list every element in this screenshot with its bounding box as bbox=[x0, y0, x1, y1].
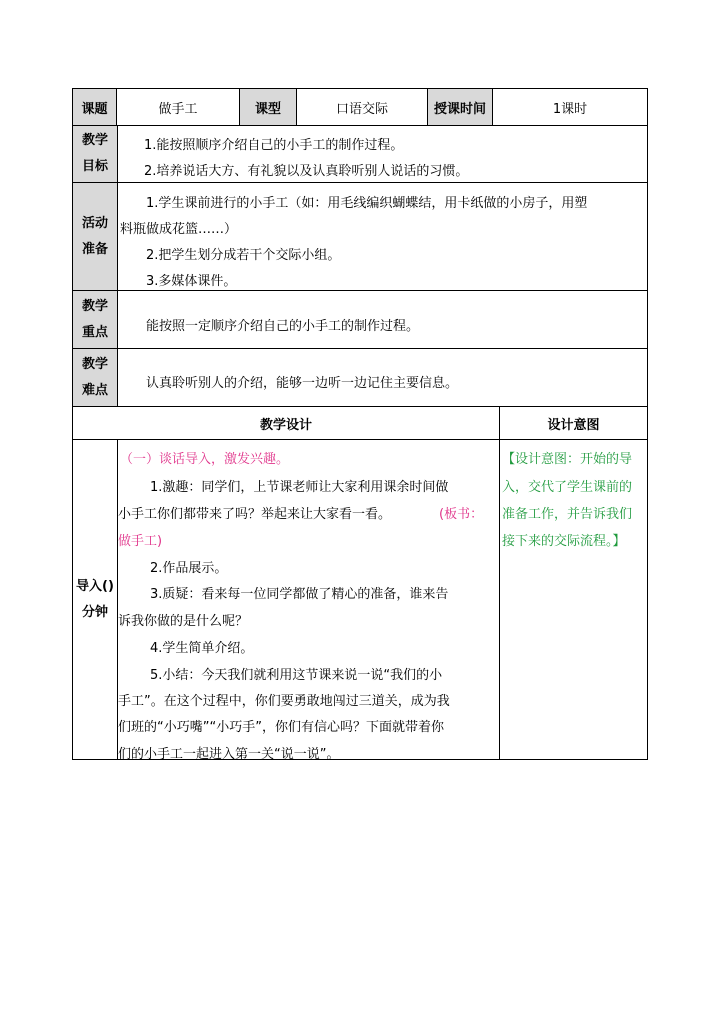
prep-line-1: 1.学生课前进行的小手工（如：用毛线编织蝴蝶结，用卡纸做的小房子，用塑 bbox=[146, 196, 588, 211]
section-title: （一）谈话导入，激发兴趣。 bbox=[120, 452, 290, 467]
design-col2-header: 设计意图 bbox=[547, 417, 600, 433]
design-line-10: 们的小手工一起进入第一关“说一说”。 bbox=[118, 747, 340, 762]
design-line-7: 5.小结：今天我们就利用这节课来说一说“我们的小 bbox=[150, 668, 443, 683]
time-value: 1课时 bbox=[493, 88, 648, 126]
difficulty-label: 教学难点 bbox=[73, 349, 117, 406]
key-label: 教学重点 bbox=[73, 291, 117, 348]
design-line-1: 1.激趣：同学们，上节课老师让大家利用课余时间做 bbox=[150, 480, 449, 495]
prep-label: 活动准备 bbox=[73, 183, 117, 290]
time-label: 授课时间 bbox=[427, 88, 493, 126]
prep-line-2: 料瓶做成花篮……） bbox=[120, 222, 238, 237]
key-text: 能按照一定顺序介绍自己的小手工的制作过程。 bbox=[146, 319, 420, 334]
design-line-8: 手工”。在这个过程中，你们要勇敢地闯过三道关，成为我 bbox=[118, 694, 450, 709]
section-label: 导入()分钟 bbox=[76, 579, 114, 620]
design-line-6: 4.学生简单介绍。 bbox=[150, 641, 254, 656]
prep-line-4: 3.多媒体课件。 bbox=[146, 274, 237, 289]
intent-line-3: 准备工作，并告诉我们 bbox=[502, 507, 633, 522]
goals-label: 教学目标 bbox=[73, 126, 117, 182]
difficulty-text: 认真聆听别人的介绍，能够一边听一边记住主要信息。 bbox=[146, 376, 459, 391]
design-line-2: 小手工你们都带来了吗？举起来让大家看一看。 bbox=[118, 507, 392, 522]
intent-line-2: 入，交代了学生课前的 bbox=[502, 480, 633, 495]
course-value: 做手工 bbox=[117, 88, 239, 126]
design-line-3: 2.作品展示。 bbox=[150, 561, 228, 576]
intent-line-1: 【设计意图：开始的导 bbox=[502, 452, 633, 467]
design-line-5: 诉我你做的是什么呢？ bbox=[118, 614, 249, 629]
goal-item-2: 2.培养说话大方、有礼貌以及认真聆听别人说话的习惯。 bbox=[144, 164, 469, 179]
design-col1-header: 教学设计 bbox=[259, 417, 312, 433]
board-note-2: 做手工) bbox=[118, 534, 163, 549]
type-value: 口语交际 bbox=[297, 88, 427, 126]
course-label: 课题 bbox=[72, 88, 117, 126]
type-label: 课型 bbox=[239, 88, 297, 126]
design-line-9: 们班的“小巧嘴”“小巧手”，你们有信心吗？下面就带着你 bbox=[118, 720, 444, 735]
goal-item-1: 1.能按照顺序介绍自己的小手工的制作过程。 bbox=[144, 138, 404, 153]
board-note-1: (板书： bbox=[439, 507, 484, 522]
prep-line-3: 2.把学生划分成若干个交际小组。 bbox=[146, 248, 341, 263]
intent-line-4: 接下来的交际流程。】 bbox=[502, 534, 626, 549]
design-line-4: 3.质疑：看来每一位同学都做了精心的准备，谁来告 bbox=[150, 587, 449, 602]
